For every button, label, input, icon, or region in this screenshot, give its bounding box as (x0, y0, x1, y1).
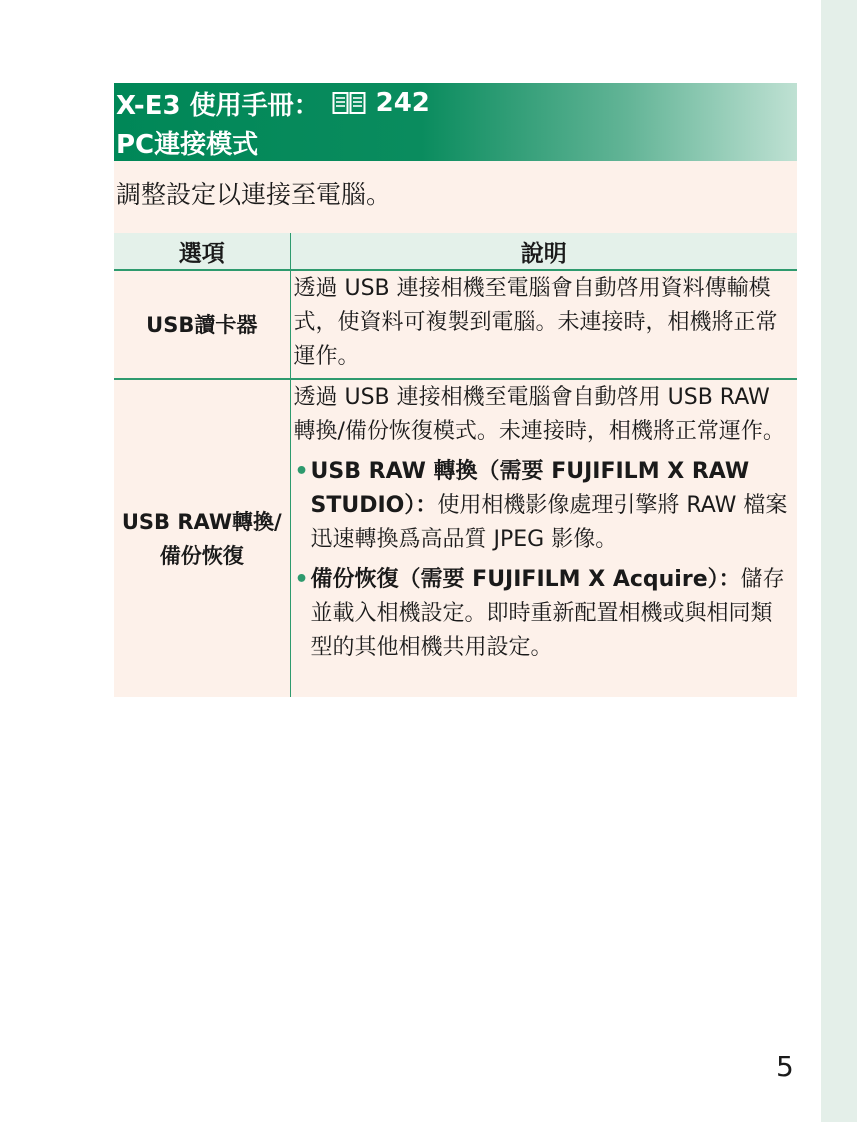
side-strip (821, 0, 857, 1122)
bullet-title: USB RAW 轉換（需要 FUJIFILM X RAW STUDIO）： (310, 459, 750, 518)
option-name-usb-card-reader: USB讀卡器 (114, 270, 290, 379)
description-text: 透過 USB 連接相機至電腦會自動啓用資料傳輸模式，使資料可複製到電腦。未連接時，相機將正常運作。 (293, 276, 778, 369)
options-table (114, 233, 797, 697)
bullet-text: 使用相機影像處理引擎將 RAW 檔案迅速轉換爲高品質 JPEG 影像。 (310, 493, 788, 552)
column-header-option: 選項 (114, 233, 290, 270)
page-reference: 242 (375, 88, 430, 118)
bullet-title: 備份恢復（需要 FUJIFILM X Acquire）： (310, 567, 741, 592)
table-header-row (114, 233, 797, 270)
option-description (290, 270, 797, 379)
column-header-description: 說明 (290, 233, 797, 270)
bullet-item (294, 563, 794, 665)
option-description (290, 379, 797, 697)
manual-reference (116, 85, 430, 121)
page-title: PC連接模式 (116, 129, 259, 160)
table-row (114, 379, 797, 697)
manual-ref-text: X-E3 使用手冊： (116, 90, 320, 121)
book-icon (332, 91, 366, 115)
bullet-marker: • (294, 567, 309, 592)
table-row (114, 270, 797, 379)
option-name-line: USB RAW轉換/ (121, 509, 282, 534)
option-name-usb-raw-conv (114, 379, 290, 697)
intro-box (114, 161, 797, 233)
option-name-line: 備份恢復 (159, 543, 244, 568)
page-number: 5 (776, 1050, 794, 1083)
section-header (114, 83, 797, 161)
bullet-marker: • (294, 459, 309, 484)
description-text: 透過 USB 連接相機至電腦會自動啓用 USB RAW 轉換/備份恢復模式。未連接時，相機將正常運作。 (293, 385, 785, 444)
intro-text: 調整設定以連接至電腦。 (116, 180, 392, 209)
bullet-item (294, 455, 794, 557)
bullet-text: 儲存並載入相機設定。即時重新配置相機或與相同類型的其他相機共用設定。 (310, 567, 785, 660)
